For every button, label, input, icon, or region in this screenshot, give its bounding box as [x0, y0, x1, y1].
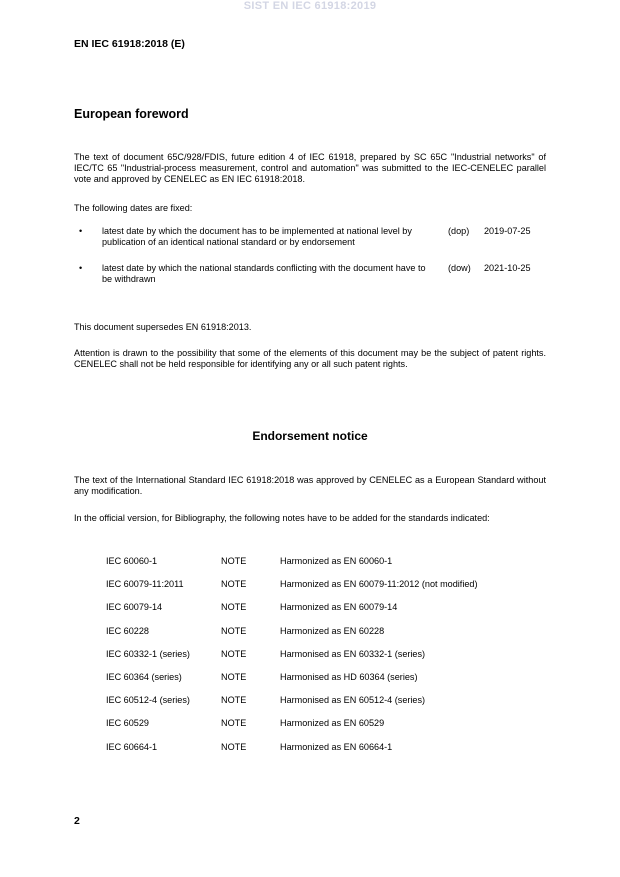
note-cell: NOTE [221, 671, 247, 682]
standard-cell: IEC 60079-11:2011 [106, 579, 184, 590]
standard-cell: IEC 60332-1 (series) [106, 648, 190, 659]
endorsement-paragraph: The text of the International Standard IEC 61918:2018 was approved by CENELEC as a European Standard without any modification. [74, 475, 546, 497]
date-item-text: latest date by which the document has to be implemented at national level by publication of an identical national standard or by endorsement [102, 226, 412, 248]
harmonized-cell: Harmonised as HD 60364 (series) [280, 671, 418, 682]
date-item-text: latest date by which the national standards conflicting with the document have to be withdrawn [102, 263, 426, 285]
note-cell: NOTE [221, 556, 247, 566]
standard-cell: IEC 60529 [106, 718, 149, 729]
standard-cell: IEC 60079-14 [106, 602, 163, 613]
table-row [106, 626, 546, 649]
foreword-intro-paragraph: The text of document 65C/928/FDIS, future edition 4 of IEC 61918, prepared by SC 65C "Industrial networks" of IEC/TC 65 "Industrial-process measurement, control and automation" was submitted to the IEC-CENELEC parallel vote and approved by CENELEC as EN IEC 61918:2018. [74, 152, 546, 185]
watermark: SIST EN IEC 61918:2019 [243, 0, 377, 12]
section-title-endorsement-notice: Endorsement notice [252, 429, 368, 443]
page-number: 2 [74, 815, 80, 827]
standard-cell: IEC 60228 [106, 625, 149, 636]
date-item-date: 2019-07-25 [484, 226, 531, 236]
note-cell: NOTE [221, 741, 247, 752]
table-row [106, 672, 546, 695]
date-item-code: (dop) [448, 226, 470, 236]
harmonized-cell: Harmonised as EN 60332-1 (series) [280, 648, 426, 659]
harmonized-cell: Harmonized as EN 60664-1 [280, 741, 393, 752]
note-cell: NOTE [221, 625, 247, 636]
harmonized-cell: Harmonized as EN 60228 [280, 625, 385, 636]
note-cell: NOTE [221, 602, 247, 613]
section-title-european-foreword: European foreword [74, 107, 189, 121]
supersedes-paragraph: This document supersedes EN 61918:2013. [74, 322, 252, 332]
standard-cell: IEC 60664-1 [106, 741, 158, 752]
date-item-date: 2021-10-25 [484, 263, 531, 273]
dates-intro: The following dates are fixed: [74, 203, 193, 213]
harmonized-cell: Harmonized as EN 60079-11:2012 (not modified) [280, 579, 478, 590]
table-row [106, 649, 546, 672]
date-item-code: (dow) [448, 263, 471, 273]
bullet-icon: • [79, 263, 83, 273]
bibliography-notes-table [106, 556, 546, 765]
notes-intro-paragraph: In the official version, for Bibliography, the following notes have to be added for the standards indicated: [74, 513, 490, 523]
note-cell: NOTE [221, 718, 247, 729]
standard-cell: IEC 60512-4 (series) [106, 695, 190, 706]
standard-cell: IEC 60060-1 [106, 556, 158, 566]
table-row [106, 556, 546, 579]
table-row [106, 742, 546, 765]
table-row [106, 695, 546, 718]
harmonized-cell: Harmonized as EN 60060-1 [280, 556, 393, 566]
table-row [106, 718, 546, 741]
document-header: EN IEC 61918:2018 (E) [74, 38, 185, 50]
standard-cell: IEC 60364 (series) [106, 671, 182, 682]
table-row [106, 602, 546, 625]
harmonized-cell: Harmonized as EN 60529 [280, 718, 385, 729]
note-cell: NOTE [221, 695, 247, 706]
bullet-icon: • [79, 226, 83, 236]
note-cell: NOTE [221, 579, 247, 590]
harmonized-cell: Harmonised as EN 60512-4 (series) [280, 695, 426, 706]
table-row [106, 579, 546, 602]
harmonized-cell: Harmonized as EN 60079-14 [280, 602, 398, 613]
patent-attention-paragraph: Attention is drawn to the possibility that some of the elements of this document may be the subject of patent rights. CENELEC shall not be held responsible for identifying any or all such patent rights. [74, 348, 546, 370]
note-cell: NOTE [221, 648, 247, 659]
